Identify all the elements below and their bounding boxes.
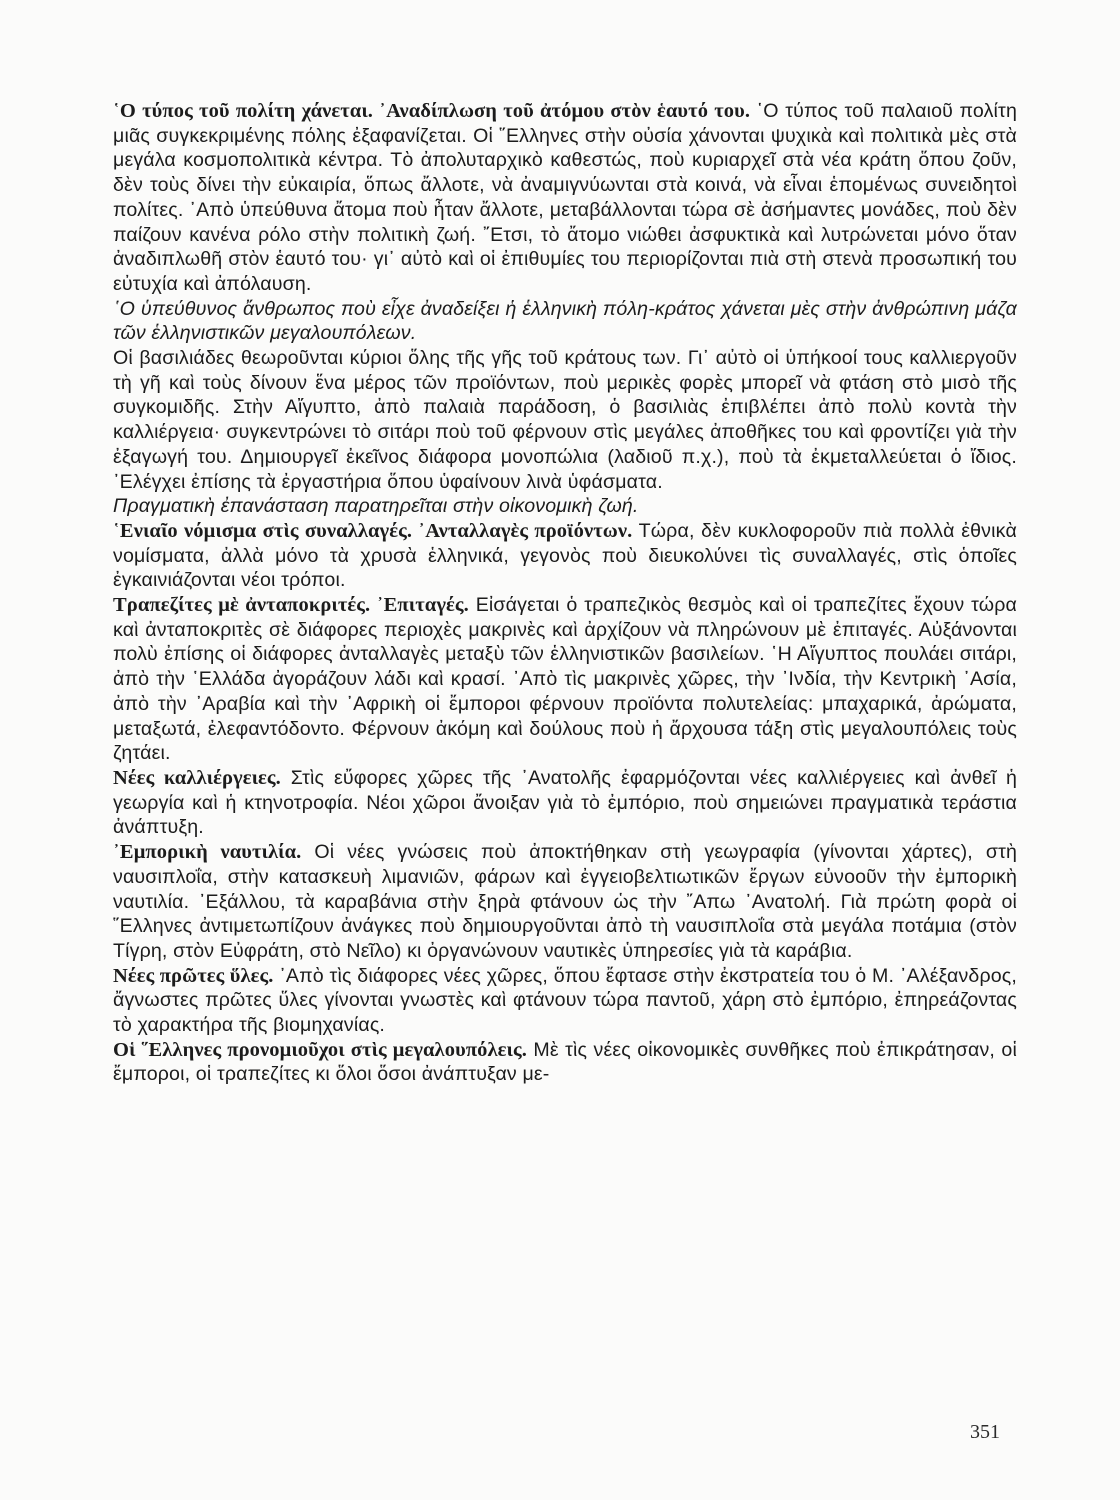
paragraph-privileged-greeks [113,1038,1017,1087]
paragraph-text: Πραγματικὴ ἐπανάσταση παρατηρεῖται στὴν οἰκονομικὴ ζωή. [113,495,639,518]
paragraph-summary-responsible-man [113,297,1017,346]
paragraph-heading: ῾Ο τύπος τοῦ πολίτη χάνεται. ᾿Αναδίπλωση τοῦ ἀτόμου στὸν ἑαυτό του. [113,100,751,122]
paragraph-summary-economic-revolution [113,494,1017,519]
paragraph-single-currency [113,519,1017,593]
paragraph-new-crops [113,766,1017,840]
paragraph-heading: Νέες πρῶτες ὕλες. [113,964,274,987]
paragraph-merchant-shipping [113,840,1017,964]
paragraph-text: ῾Ο τύπος τοῦ παλαιοῦ πολίτη μιᾶς συγκεκριμένης πόλης ἐξαφανίζεται. Οἱ ῞Ελληνες στὴν οὐσία χάνονται ψυχικὰ καὶ πολιτικὰ μὲς στὰ μεγάλα κοσμοπολιτικὰ κέντρα. Τὸ ἀπολυταρχικὸ καθεστώς, ποὺ κυριαρχεῖ στὰ νέα κράτη ὅπου ζοῦν, δὲν τοὺς δίνει τὴν εὐκαιρία, ὅπως ἄλλοτε, νὰ ἀναμιγνύωνται στὰ κοινά, νὰ εἶναι ἑπομένως συνειδητοὶ πολίτες. ᾿Απὸ ὑπεύθυνα ἄτομα ποὺ ἦταν ἄλλοτε, μεταβάλλονται τώρα σὲ ἀσήμαντες μονάδες, ποὺ δὲν παίζουν κανένα ρόλο στὴν πολιτικὴ ζωή. ῎Ετσι, τὸ ἄτομο νιώθει ἀσφυκτικὰ καὶ λυτρώνεται μόνο ὅταν ἀναδιπλωθῆ στὸν ἑαυτό του· γι᾿ αὐτὸ καὶ οἱ ἐπιθυμίες του περιορίζονται πιὰ στὴ στενὰ προσωπική του εὐτυχία καὶ ἀπόλαυση. [113,100,1017,295]
body-text [113,99,1017,1087]
paragraph-text: ᾿Απὸ τὶς διάφορες νέες χῶρες, ὅπου ἔφτασε στὴν ἐκστρατεία του ὁ Μ. ᾿Αλέξανδρος, ἄγνωστες πρῶτες ὕλες γίνονται γνωστὲς καὶ φτάνουν τώρα παντοῦ, χάρη στὸ ἐμπόριο, ἐπηρεάζοντας τὸ χαρακτήρα τῆς βιομηχανίας. [113,964,1017,1037]
page-number: 351 [970,1421,1000,1443]
paragraph-kings [113,346,1017,494]
paragraph-heading: Νέες καλλιέργειες. [113,766,281,789]
paragraph-text: Οἱ βασιλιάδες θεωροῦνται κύριοι ὅλης τῆς γῆς τοῦ κράτους των. Γι᾿ αὐτὸ οἱ ὑπήκοοί τους καλλιεργοῦν τὴ γῆ καὶ τοὺς δίνουν ἕνα μέρος τῶν προϊόντων, ποὺ μερικὲς φορὲς μπορεῖ νὰ φτάση στὸ μισὸ τῆς συγκομιδῆς. Στὴν Αἴγυπτο, ἀπὸ παλαιὰ παράδοση, ὁ βασιλιὰς ἐπιβλέπει ἀπὸ πολὺ κοντὰ τὴν καλλιέργεια· συγκεντρώνει τὸ σιτάρι ποὺ τοῦ φέρνουν στὶς μεγάλες ἀποθῆκες του καὶ φροντίζει γιὰ τὴν ἐξαγωγή του. Δημιουργεῖ ἐκεῖνος διάφορα μονοπώλια (λαδιοῦ π.χ.), ποὺ τὰ ἐκμεταλλεύεται ὁ ἴδιος. ᾿Ελέγχει ἐπίσης τὰ ἐργαστήρια ὅπου ὑφαίνουν λινὰ ὑφάσματα. [113,347,1017,493]
paragraph-heading: Οἱ ῞Ελληνες προνομιοῦχοι στὶς μεγαλουπόλεις. [113,1038,527,1061]
paragraph-text: Τώρα, δὲν κυκλοφοροῦν πιὰ πολλὰ ἐθνικὰ νομίσματα, ἀλλὰ μόνο τὰ χρυσὰ ἑλληνικά, γεγονὸς ποὺ διευκολύνει τὶς συναλλαγές, στὶς ὁποῖες ἐγκαινιάζονται νέοι τρόποι. [113,519,1018,592]
paragraph-bankers [113,593,1017,766]
paragraph-heading: Τραπεζίτες μὲ ἀνταποκριτές. ᾿Επιταγές. [113,594,469,617]
paragraph-heading: ῾Ενιαῖο νόμισμα στὶς συναλλαγές. ᾿Ανταλλαγὲς προϊόντων. [113,519,633,542]
paragraph-text: ῾Ο ὑπεύθυνος ἄνθρωπος ποὺ εἶχε ἀναδείξει ἡ ἑλληνικὴ πόλη-κράτος χάνεται μὲς στὴν ἀνθρώπινη μάζα τῶν ἑλληνιστικῶν μεγαλουπόλεων. [113,297,1017,345]
paragraph-heading: ᾿Εμπορικὴ ναυτιλία. [113,841,302,864]
paragraph-raw-materials [113,964,1017,1038]
paragraph-text: Οἱ νέες γνώσεις ποὺ ἀποκτήθηκαν στὴ γεωγραφία (γίνονται χάρτες), στὴ ναυσιπλοΐα, στὴν κατασκευὴ λιμανιῶν, φάρων καὶ ἐγγειοβελτιωτικῶν ἔργων εὐνοοῦν τὴν ἐμπορικὴ ναυτιλία. ᾿Εξάλλου, τὰ καραβάνια στὴν ξηρὰ φτάνουν ὡς τὴν ῎Απω ᾿Ανατολή. Γιὰ πρώτη φορὰ οἱ ῞Ελληνες ἀντιμετωπίζουν ἀνάγκες ποὺ δημιουργοῦνται ἀπὸ τὴ ναυσιπλοΐα στὰ μεγάλα ποτάμια (στὸν Τίγρη, στὸν Εὐφράτη, στὸ Νεῖλο) κι ὀργανώνουν ναυτικὲς ὑπηρεσίες γιὰ τὰ καράβια. [113,841,1018,962]
paragraph-text: Μὲ τὶς νέες οἰκονομικὲς συνθῆκες ποὺ ἐπικράτησαν, οἱ ἔμποροι, οἱ τραπεζίτες κι ὅλοι ὅσοι ἀνάπτυξαν με- [113,1038,1017,1086]
paragraph-citizen-type [113,99,1017,297]
paragraph-text: Εἰσάγεται ὁ τραπεζικὸς θεσμὸς καὶ οἱ τραπεζίτες ἔχουν τώρα καὶ ἀνταποκριτὲς σὲ διάφορες περιοχὲς μακρινὲς καὶ ἀρχίζουν νὰ πληρώνουν μὲ ἐπιταγές. Αὐξάνονται πολὺ ἐπίσης οἱ διάφορες ἀνταλλαγὲς μεταξὺ τῶν ἑλληνιστικῶν βασιλείων. ῾Η Αἴγυπτος πουλάει σιτάρι, ἀπὸ τὴν ῾Ελλάδα ἀγοράζουν λάδι καὶ κρασί. ᾿Απὸ τὶς μακρινὲς χῶρες, τὴν ᾿Ινδία, τὴν Κεντρικὴ ᾿Ασία, ἀπὸ τὴν ᾿Αραβία καὶ τὴν ᾿Αφρικὴ οἱ ἔμποροι φέρνουν προϊόντα πολυτελείας: μπαχαρικά, ἀρώματα, μεταξωτά, ἐλεφαντόδοντο. Φέρνουν ἀκόμη καὶ δούλους ποὺ ἡ ἄρχουσα τάξη στὶς μεγαλουπόλεις τοὺς ζητάει. [113,594,1017,765]
paragraph-text: Στὶς εὔφορες χῶρες τῆς ᾿Ανατολῆς ἐφαρμόζονται νέες καλλιέργειες καὶ ἀνθεῖ ἡ γεωργία καὶ ἡ κτηνοτροφία. Νέοι χῶροι ἄνοιξαν γιὰ τὸ ἐμπόριο, ποὺ σημειώνει πραγματικὰ τεράστια ἀνάπτυξη. [113,766,1017,839]
